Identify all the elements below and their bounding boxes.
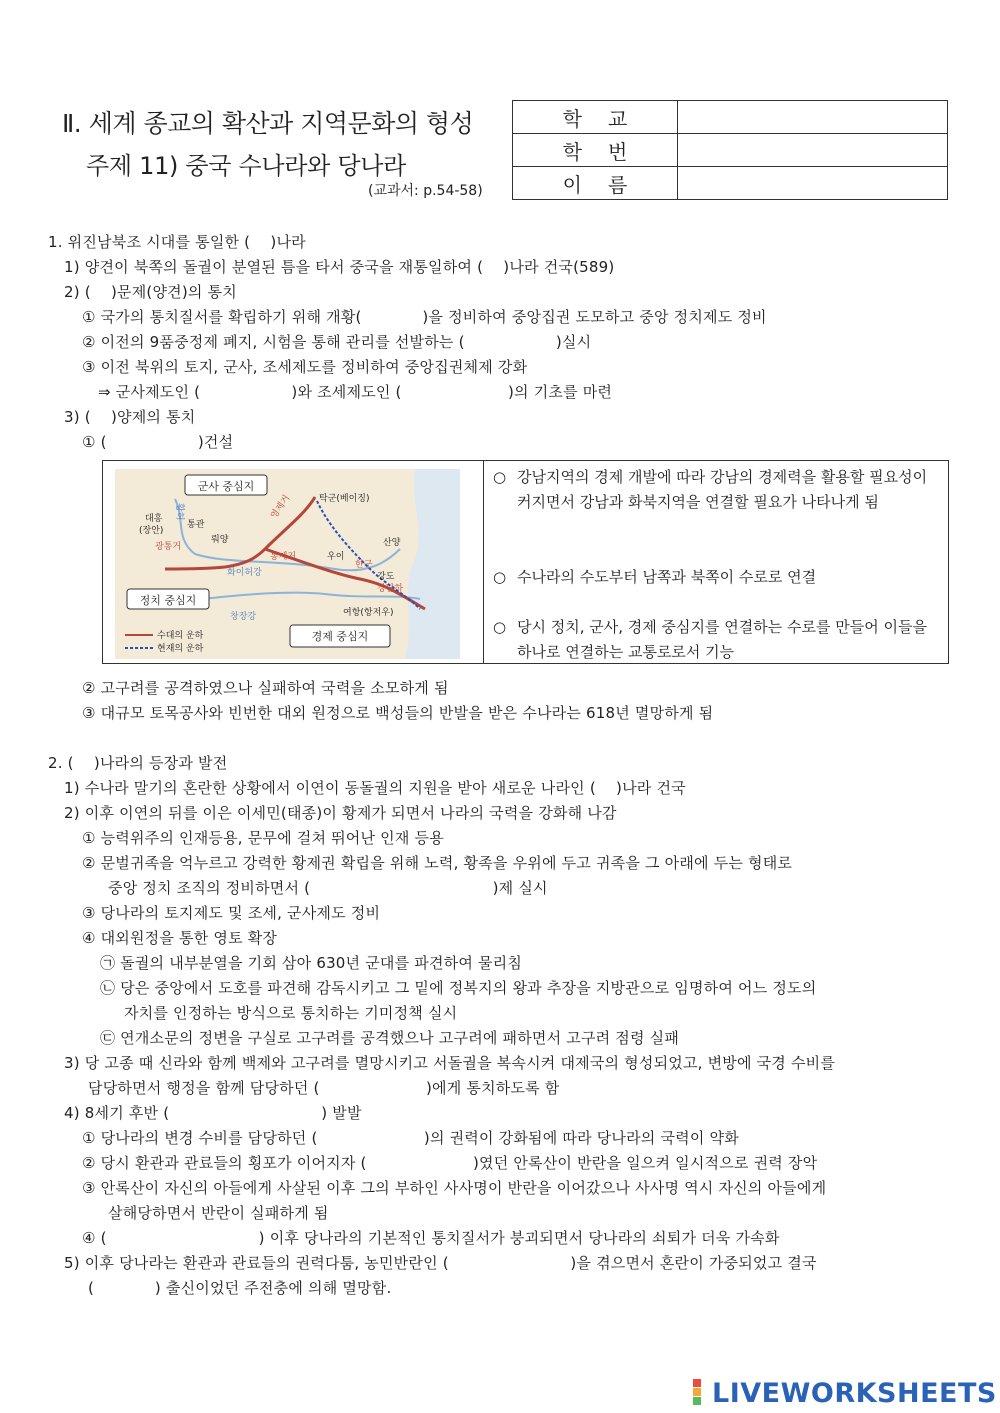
section2-item-2-2: ② 문벌귀족을 억누르고 강력한 황제권 확립을 위해 노력, 황족을 우위에 두고 귀족을 그 아래에 두는 형태로 (82, 854, 793, 872)
section1-item-3-1: ① ( )건설 (82, 433, 234, 451)
huanghe-label: 황허 (174, 503, 184, 521)
section1-heading: 1. 위진남북조 시대를 통일한 ( )나라 (48, 233, 306, 251)
shanyang-label: 산양 (383, 538, 401, 548)
name-field[interactable] (678, 167, 948, 200)
student-info-table (512, 100, 948, 200)
military-center-label: 군사 중심지 (197, 480, 255, 493)
huaihe-label: 화이허강 (227, 568, 262, 578)
uiyi-label: 우이 (327, 552, 345, 562)
section1-item-2-2: ② 이전의 9품중정제 폐지, 시험을 통해 관리를 선발하는 ( )실시 (82, 333, 592, 351)
luoyang-label: 뤄양 (211, 535, 229, 545)
section2-item-3-cont: 담당하면서 행정을 함께 담당하던 ( )에게 통치하도록 함 (88, 1079, 560, 1097)
box-bullet-3-text: 당시 정치, 군사, 경제 중심지를 연결하는 수로를 만들어 이들을 하나로 연결하는 교통로로서 기능 (517, 618, 927, 661)
school-label: 학교 (513, 101, 678, 134)
zhuojun-label: 탁군(베이징) (319, 494, 370, 504)
section2-item-4-4: ④ ( ) 이후 당나라의 기본적인 통치질서가 붕괴되면서 당나라의 쇠퇴가 더욱 가속화 (82, 1229, 780, 1247)
worksheet-title: Ⅱ. 세계 종교의 확산과 지역문화의 형성 (62, 109, 474, 138)
economic-center-label: 경제 중심지 (311, 630, 369, 643)
gangnamha-label: 강남하 (377, 584, 404, 594)
section2-item-2-2-cont: 중앙 정치 조직의 정비하면서 ( )제 실시 (108, 879, 548, 897)
legend-sui-label: 수대의 운하 (157, 631, 204, 641)
box-bullet-1-text: 강남지역의 경제 개발에 따라 강남의 경제력을 활용할 필요성이 커지면서 강남과 화북지역을 연결할 필요가 나타나게 됨 (517, 468, 928, 511)
liveworksheets-logo-icon (693, 1379, 711, 1405)
section2-item-2-4-a: ㉠ 돌궐의 내부분열을 기회 삼아 630년 군대를 파견하여 물리침 (100, 954, 523, 972)
section1-item-3-3: ③ 대규모 토목공사와 빈번한 대외 원정으로 백성들의 반발을 받은 수나라는 618년 멸망하게 됨 (82, 704, 714, 722)
section2-item-2-3: ③ 당나라의 토지제도 및 조세, 군사제도 정비 (82, 904, 381, 922)
section2-item-2-4-c: ㉢ 연개소문의 정변을 구실로 고구려를 공격했으나 고구려에 패하면서 고구려 점령 실패 (100, 1029, 680, 1047)
changjiang-label: 창장강 (230, 612, 257, 622)
section2-item-2: 2) 이후 이연의 뒤를 이은 이세민(태종)이 황제가 되면서 나라의 국력을 강화해 나감 (64, 804, 617, 822)
liveworksheets-logo-text: LIVEWORKSHEETS (712, 1378, 997, 1409)
grand-canal-map (115, 469, 460, 659)
section1-item-3-2: ② 고구려를 공격하였으나 실패하여 국력을 소모하게 됨 (82, 679, 449, 697)
section1-item-2-3-result: ⇒ 군사제도인 ( )와 조세제도인 ( )의 기초를 마련 (98, 383, 613, 401)
bullet-mark: ○ (493, 468, 507, 486)
section1-item-2: 2) ( )문제(양견)의 통치 (64, 283, 237, 301)
box-bullet-1 (493, 465, 943, 540)
bullet-mark: ○ (493, 568, 507, 586)
section1-item-2-1: ① 국가의 통치질서를 확립하기 위해 개황( )을 정비하여 중앙집권 도모하고 중앙 정치제도 정비 (82, 308, 767, 326)
worksheet-subtitle: 주제 11) 중국 수나라와 당나라 (86, 152, 407, 180)
box-bullet-3 (493, 615, 943, 665)
section2-item-4-1: ① 당나라의 변경 수비를 담당하던 ( )의 권력이 강화됨에 따라 당나라의 국력이 약화 (82, 1129, 739, 1147)
section2-item-4-3: ③ 안록산이 자신의 아들에게 사살된 이후 그의 부하인 사사명이 반란을 이어갔으나 사사명 역시 자신의 아들에게 (82, 1179, 827, 1197)
section2-item-2-4-b: ㉡ 당은 중앙에서 도호를 파견해 감독시키고 그 밑에 정복지의 왕과 추장을 지방관으로 임명하여 어느 정도의 (100, 979, 817, 997)
school-field[interactable] (678, 101, 948, 134)
section2-item-2-1: ① 능력위주의 인재등용, 문무에 걸쳐 뛰어난 인재 등용 (82, 829, 444, 847)
student-number-label: 학번 (513, 134, 678, 167)
yeohang-label: 여항(항저우) (343, 608, 394, 618)
section2-heading: 2. ( )나라의 등장과 발전 (48, 754, 228, 772)
canal-info-box (102, 460, 949, 664)
section2-item-2-4-b-cont: 자치를 인정하는 방식으로 통치하는 기미정책 실시 (124, 1004, 458, 1022)
hangou-label: 한구 (355, 560, 373, 570)
logo-square-green (693, 1397, 701, 1405)
legend-now-label: 현재의 운하 (157, 644, 204, 654)
section1-item-2-3: ③ 이전 북위의 토지, 군사, 조세제도를 정비하여 중앙집권체제 강화 (82, 358, 528, 376)
tonggwan-label: 통관 (187, 520, 205, 530)
logo-square-red (693, 1379, 701, 1387)
yongjige-label: 영제거 (269, 493, 293, 521)
name-label: 이름 (513, 167, 678, 200)
jiangdu-label: 강도 (377, 572, 395, 582)
political-center-label: 정치 중심지 (139, 594, 197, 607)
section2-item-4: 4) 8세기 후반 ( ) 발발 (64, 1104, 362, 1122)
guangtong-label: 광통거 (155, 542, 182, 552)
section2-item-1: 1) 수나라 말기의 혼란한 상황에서 이연이 동돌궐의 지원을 받아 새로운 나라인 ( )나라 건국 (64, 779, 686, 797)
section2-item-5: 5) 이후 당나라는 환관과 관료들의 권력다툼, 농민반란인 ( )을 겪으면서 혼란이 가중되었고 결국 (64, 1254, 817, 1272)
student-number-field[interactable] (678, 134, 948, 167)
logo-square-orange (693, 1388, 701, 1396)
section2-item-5-cont: ( ) 출신이었던 주전충에 의해 멸망함. (88, 1279, 392, 1297)
bullet-mark: ○ (493, 618, 507, 636)
section2-item-4-2: ② 당시 환관과 관료들의 횡포가 이어지자 ( )였던 안록산이 반란을 일으켜 일시적으로 권력 장악 (82, 1154, 818, 1172)
daheung-label: 대흥 (145, 514, 163, 524)
section2-item-2-4: ④ 대외원정을 통한 영토 확장 (82, 929, 278, 947)
box-divider (483, 461, 484, 663)
changan-label: (장안) (139, 526, 164, 536)
section2-item-3: 3) 당 고종 때 신라와 함께 백제와 고구려를 멸망시키고 서돌궐을 복속시켜 대제국의 형성되었고, 변방에 국경 수비를 (64, 1054, 836, 1072)
section2-item-4-3-cont: 살해당하면서 반란이 실패하게 됨 (108, 1204, 329, 1222)
section1-item-1: 1) 양견이 북쪽의 돌궐이 분열된 틈을 타서 중국을 재통일하여 ( )나라 건국(589) (64, 258, 615, 276)
section1-item-3: 3) ( )양제의 통치 (64, 408, 196, 426)
box-bullet-2 (493, 565, 943, 590)
textbook-reference: (교과서: p.54-58) (368, 183, 483, 199)
box-bullet-2-text: 수나라의 수도부터 남쪽과 북쪽이 수로로 연결 (517, 568, 817, 586)
tongjige-label: 통제거 (270, 552, 297, 562)
